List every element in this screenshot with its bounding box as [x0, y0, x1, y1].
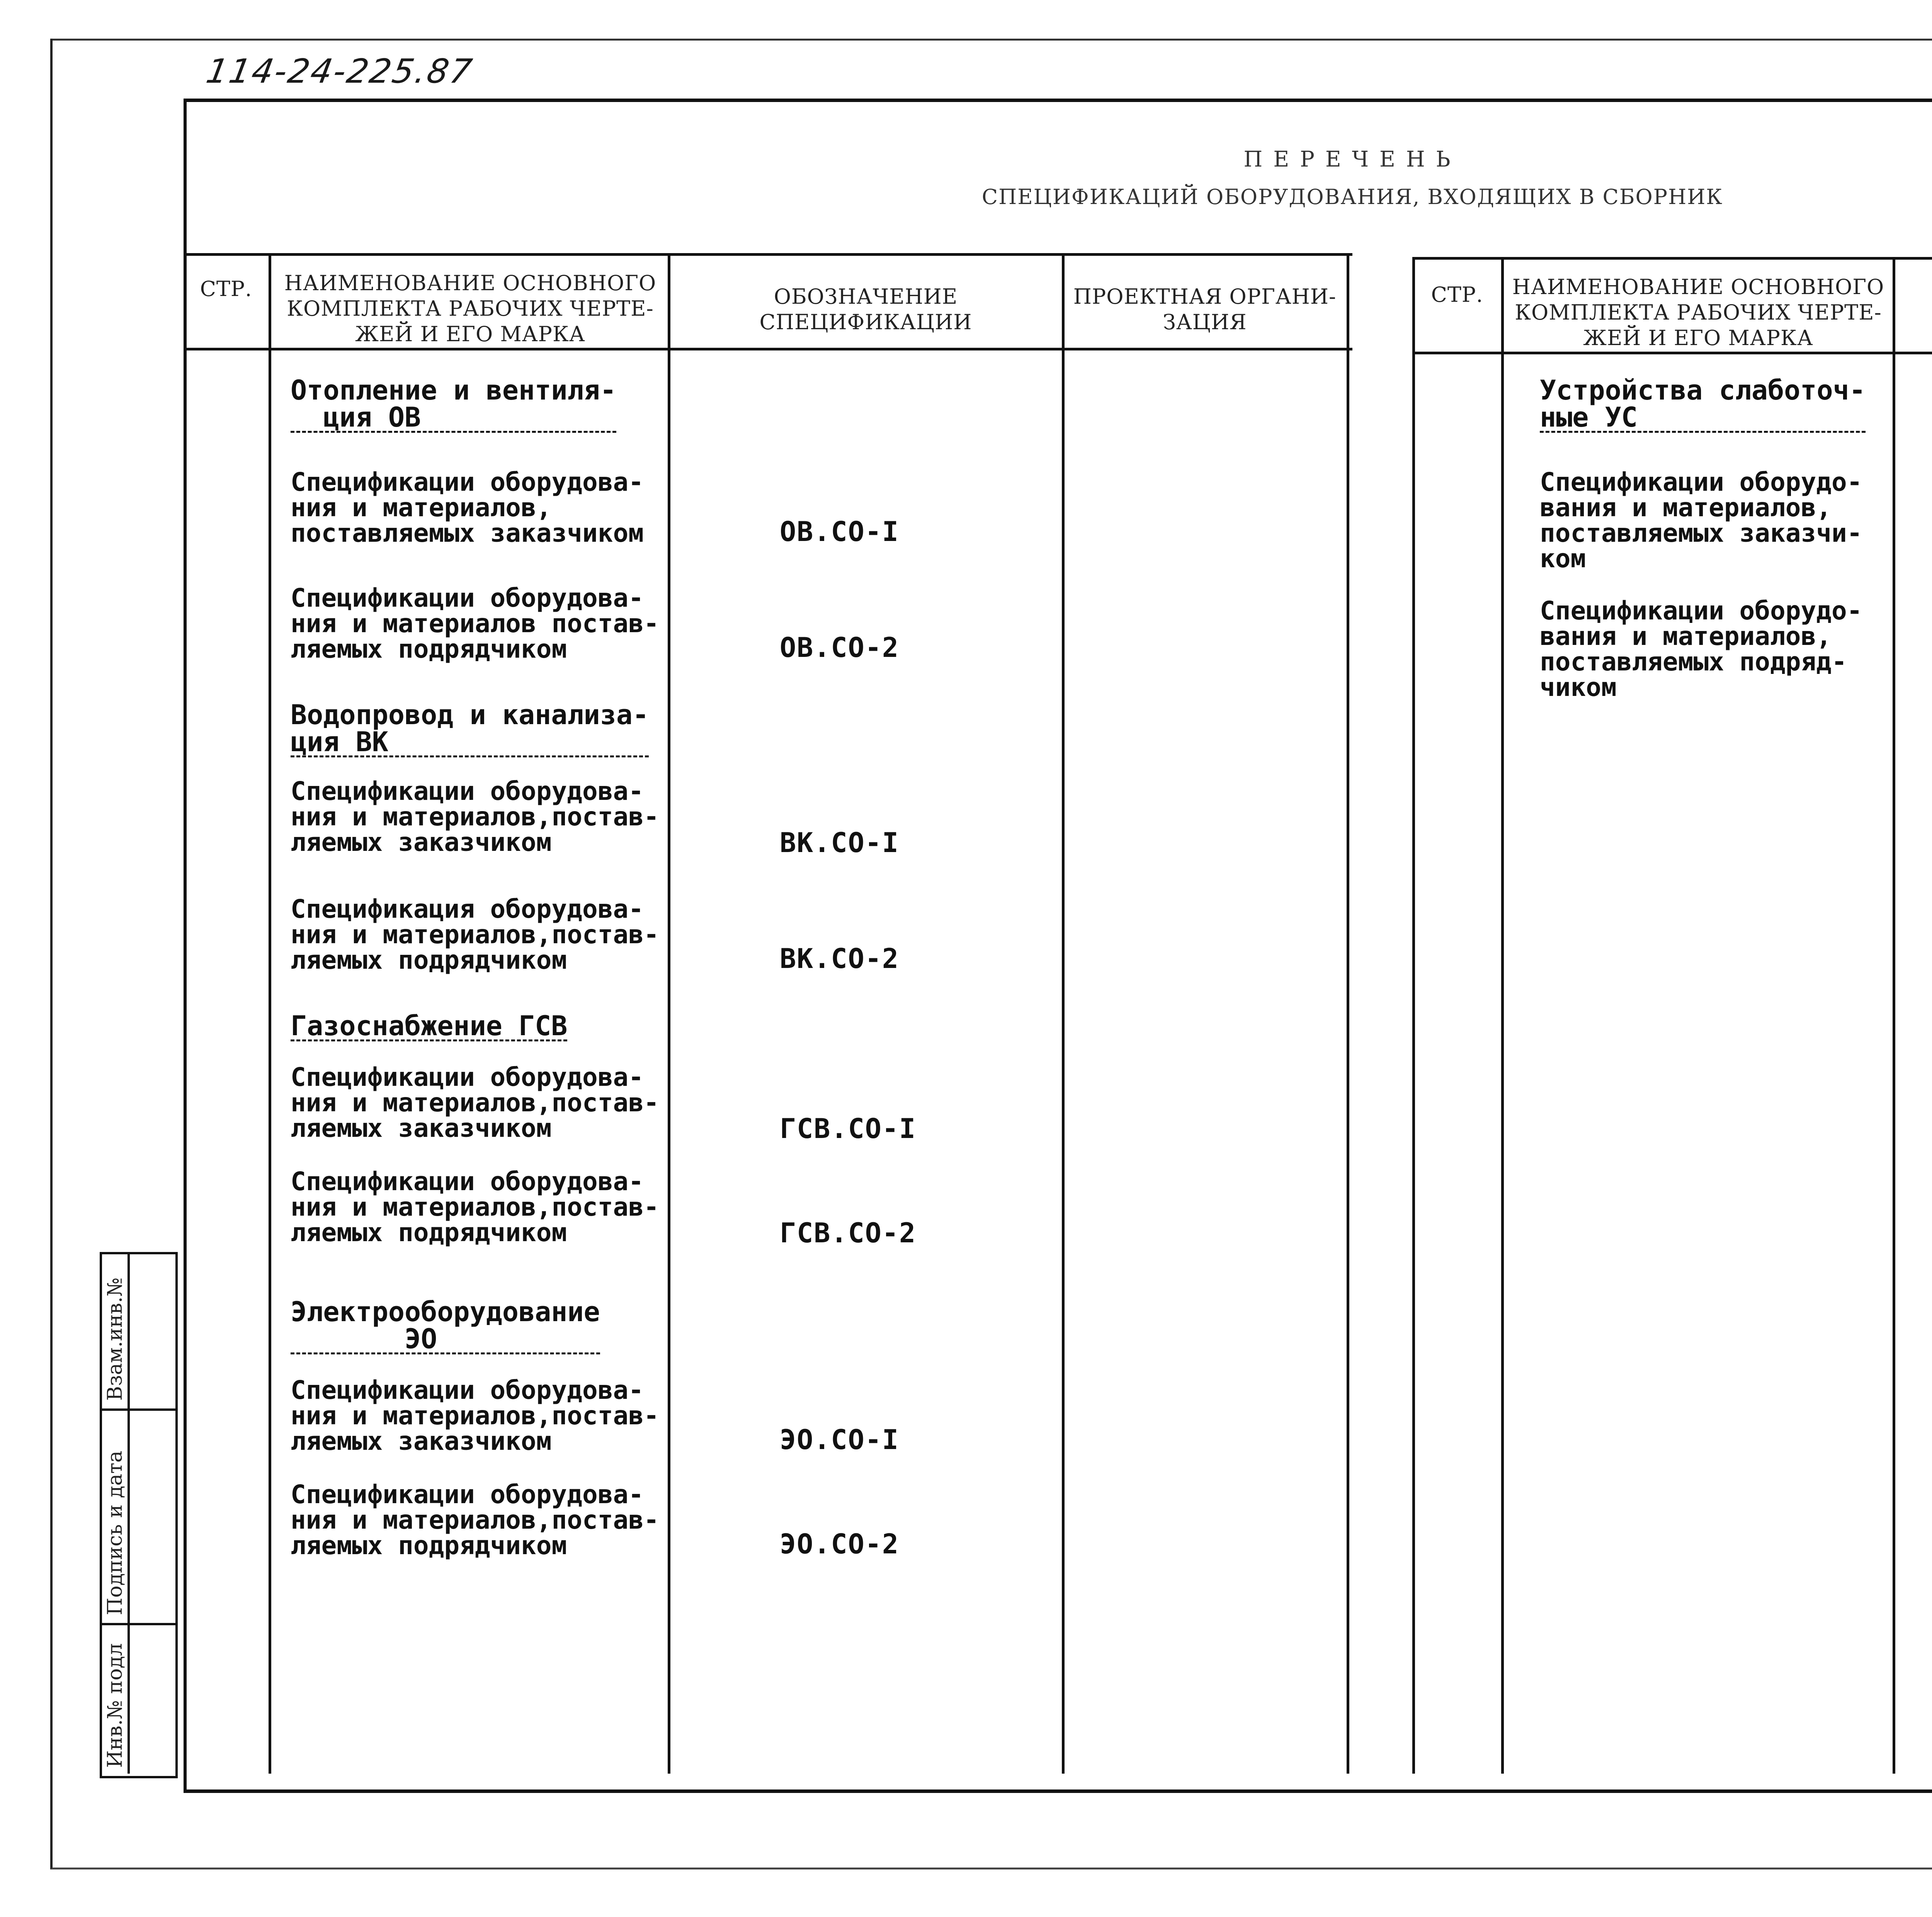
- list-item: Спецификации оборудова- ния и материалов, поставляемых заказчиком: [291, 467, 644, 548]
- document-subtitle: СПЕЦИФИКАЦИЙ ОБОРУДОВАНИЯ, ВХОДЯЩИХ В СБОРНИК: [981, 185, 1723, 209]
- right-table-top-line: [1412, 257, 1932, 260]
- side-stamp-row-line-2: [100, 1623, 175, 1625]
- section-water-sewage: Водопровод и канализа- ция ВК: [291, 699, 649, 758]
- original-inventory-label: Инв.№ подл: [104, 1643, 127, 1768]
- list-item: Спецификации оборудова- ния и материалов,постав- ляемых подрядчиком: [291, 1480, 659, 1560]
- spec-code: ОВ.СО-I: [780, 516, 900, 548]
- drawing-code: 114-24-225.87: [203, 52, 476, 91]
- left-col-divider-3: [1062, 253, 1065, 1774]
- left-col-divider-4: [1347, 253, 1349, 1774]
- section-low-current: Устройства слаботоч- ные УС: [1540, 374, 1866, 433]
- right-header-page: СТР.: [1431, 282, 1483, 307]
- section-heating-ventilation: Отопление и вентиля- ция ОВ: [291, 374, 616, 433]
- list-item: Спецификации оборудо- вания и материалов, поставляемых подряд- чиком: [1540, 596, 1862, 702]
- list-item: Спецификации оборудова- ния и материалов,постав- ляемых заказчиком: [291, 1062, 659, 1143]
- section-electrical: Электрооборудование ЭО: [291, 1296, 600, 1355]
- left-header-name: НАИМЕНОВАНИЕ ОСНОВНОГО КОМПЛЕКТА РАБОЧИХ ЧЕРТЕ- ЖЕЙ И ЕГО МАРКА: [284, 271, 656, 346]
- list-item: Спецификация оборудова- ния и материалов,постав- ляемых подрядчиком: [291, 894, 659, 975]
- right-col-divider-2: [1893, 257, 1895, 1774]
- left-header-org: ПРОЕКТНАЯ ОРГАНИ- ЗАЦИЯ: [1073, 284, 1337, 334]
- spec-code: ОВ.СО-2: [780, 632, 900, 663]
- spec-code: ВК.СО-I: [780, 827, 900, 859]
- left-col-divider-1: [269, 253, 271, 1774]
- left-header-page: СТР.: [200, 277, 252, 301]
- replace-inventory-label: Взам.инв.№: [104, 1277, 127, 1401]
- spec-code: ГСВ.СО-I: [780, 1113, 917, 1145]
- left-table-header-line: [184, 348, 1352, 350]
- spec-code: ЭО.СО-2: [780, 1528, 900, 1560]
- list-item: Спецификации оборудова- ния и материалов постав- ляемых подрядчиком: [291, 583, 659, 664]
- section-gas-supply: Газоснабжение ГСВ: [291, 1010, 568, 1042]
- left-header-spec: ОБОЗНАЧЕНИЕ СПЕЦИФИКАЦИИ: [759, 284, 972, 334]
- spec-code: ЭО.СО-I: [780, 1424, 900, 1456]
- list-item: Спецификации оборудова- ния и материалов,постав- ляемых заказчиком: [291, 1375, 659, 1456]
- spec-code: ГСВ.СО-2: [780, 1217, 917, 1249]
- right-table-header-line: [1412, 352, 1932, 354]
- right-header-spec: [1896, 292, 1932, 343]
- signature-date-label: Подпись и дата: [104, 1451, 127, 1615]
- right-col-divider-0: [1412, 257, 1415, 1774]
- list-item: Спецификации оборудова- ния и материалов,постав- ляемых заказчиком: [291, 776, 659, 857]
- document-title: ПЕРЕЧЕНЬ: [1243, 147, 1461, 172]
- side-stamp-divider: [128, 1252, 130, 1774]
- list-item: Спецификации оборудова- ния и материалов,постав- ляемых подрядчиком: [291, 1167, 659, 1247]
- right-col-divider-1: [1501, 257, 1504, 1774]
- side-stamp-row-line-1: [100, 1408, 175, 1411]
- left-table-top-line: [184, 253, 1352, 256]
- spec-code: ВК.СО-2: [780, 943, 900, 975]
- left-col-divider-2: [668, 253, 670, 1774]
- list-item: Спецификации оборудо- вания и материалов, поставляемых заказчи- ком: [1540, 467, 1862, 573]
- right-header-name: НАИМЕНОВАНИЕ ОСНОВНОГО КОМПЛЕКТА РАБОЧИХ ЧЕРТЕ- ЖЕЙ И ЕГО МАРКА: [1512, 275, 1884, 350]
